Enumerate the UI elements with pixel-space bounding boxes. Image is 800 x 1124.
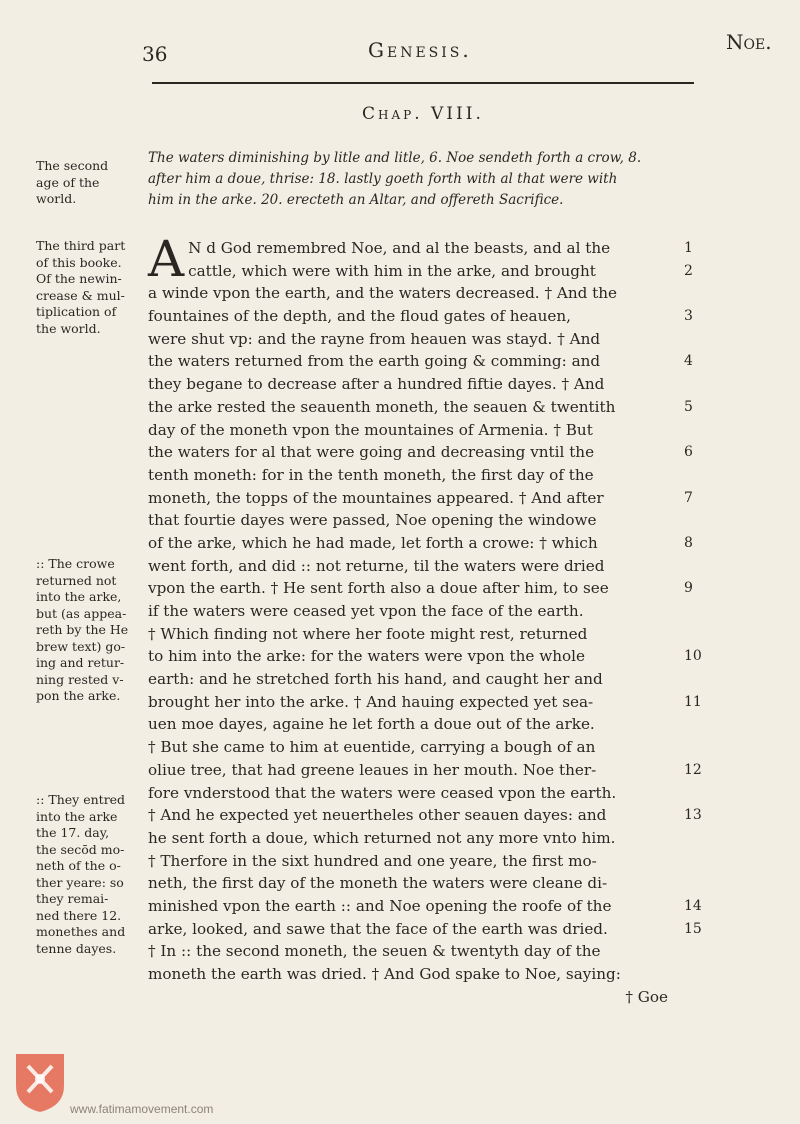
body-line: fore vnderstood that the waters were ceased vpon the earth. [148,783,617,802]
verse-number: 5 [684,398,693,415]
verse-number [684,668,714,691]
margin-line: but (as appea- [36,605,127,621]
margin-line: :: They entred [36,792,126,807]
page-number: 36 [142,42,168,66]
body-line: † Which finding not where her foote might rest, returned [148,624,588,643]
verse-number [684,736,714,759]
verse-number: 12 [684,761,702,778]
body-line: of the arke, which he had made, let forth a crowe: † which [148,533,598,552]
argument-line: The waters diminishing by litle and litle, 6. Noe sendeth forth a crow, 8. [148,150,642,166]
body-line: the waters returned from the earth going & comming: and [148,352,601,371]
margin-line: :: The crowe [36,556,115,571]
verse-number [684,555,714,578]
body-line: if the waters were ceased yet vpon the face of the earth. [148,602,584,620]
running-header-right: Noe. [726,30,772,54]
body-line: oliue tree, that had greene leaues in her mouth. Noe ther- [148,760,597,779]
argument-line: him in the arke. 20. erecteth an Altar, and offereth Sacrifice. [148,192,564,208]
verse-number [684,373,714,396]
verse-number [684,850,714,873]
body-line: arke, looked, and sawe that the face of the earth was dried. [148,919,608,938]
margin-line: ned there 12. [36,907,122,923]
margin-note-entred [36,792,144,957]
verse-number [684,464,714,487]
margin-line: into the arke, [36,589,122,604]
body-line: N d God remembred Noe, and al the beasts, and al the [188,239,611,257]
verse-number: 13 [684,807,702,824]
margin-line: the world. [36,320,101,336]
body-line: vpon the earth. † He sent forth also a doue after him, to see [148,579,609,598]
header-rule [152,82,694,84]
verse-number [684,328,714,351]
margin-line: the secōd mo- [36,841,125,857]
margin-line: ther yeare: so [36,874,124,890]
margin-line: The second [36,158,109,173]
verse-number: 11 [684,693,702,710]
margin-note-crowe [36,556,144,705]
verse-number: 1 [684,240,693,256]
body-line: earth: and he stretched forth his hand, and caught her and [148,670,603,689]
margin-line: they remai- [36,891,109,906]
body-line: the waters for al that were going and decreasing vntil the [148,443,595,462]
verse-number: 10 [684,648,702,665]
body-lines [148,282,678,985]
margin-note-second-age [36,158,144,208]
margin-line: returned not [36,572,117,588]
argument-line: after him a doue, thrise: 18. lastly goeth forth with al that were with [148,171,618,187]
margin-line: reth by the He [36,622,129,637]
verse-number [684,872,714,895]
website-watermark: www.fatimamovement.com [70,1102,214,1116]
body-line: moneth the earth was dried. † And God spake to Noe, saying: [148,965,621,983]
body-line: minished vpon the earth :: and Noe opening the roofe of the [148,896,612,915]
margin-note-third-part [36,238,144,337]
margin-line: brew text) go- [36,638,126,654]
margin-line: tiplication of [36,304,117,319]
body-line: uen moe dayes, againe he let forth a doue out of the arke. [148,715,595,734]
margin-line: pon the arke. [36,688,121,703]
verse-number: 6 [684,444,693,461]
verse-number [684,713,714,736]
verse-number [684,827,714,850]
body-line: neth, the first day of the moneth the waters were cleane di- [148,874,608,893]
body-line: they begane to decrease after a hundred fiftie dayes. † And [148,375,605,394]
margin-line: The third part [36,238,126,253]
verse-number: 3 [684,308,693,325]
body-line: were shut vp: and the rayne from heauen was stayd. † And [148,329,601,348]
verse-number: 14 [684,897,702,914]
body-line: to him into the arke: for the waters were vpon the whole [148,647,585,666]
body-line: he sent forth a doue, which returned not any more vnto him. [148,828,616,847]
shield-logo-icon [14,1052,66,1114]
verse-number: 8 [684,534,693,551]
body-line: moneth, the topps of the mountaines appeared. † And after [148,488,604,507]
verse-number [684,419,714,442]
verse-number: 15 [684,920,702,937]
verse-number: 4 [684,353,693,370]
body-line: went forth, and did :: not returne, til the waters were dried [148,556,605,575]
verse-number [684,600,714,623]
body-line: † But she came to him at euentide, carrying a bough of an [148,738,596,757]
margin-line: crease & mul- [36,287,125,303]
body-line: cattle, which were with him in the arke, and brought [188,261,596,280]
body-line: that fourtie dayes were passed, Noe opening the windowe [148,511,597,530]
body-line: † Therfore in the sixt hundred and one yeare, the first mo- [148,851,597,870]
body-line: fountaines of the depth, and the floud gates of heauen, [148,307,571,326]
chapter-argument [148,148,738,211]
margin-line: ing and retur- [36,655,125,670]
body-line: † In :: the second moneth, the seuen & twentyth day of the [148,942,601,961]
body-line: † And he expected yet neuertheles other seauen dayes: and [148,806,607,825]
margin-line: age of the [36,174,100,190]
margin-line: Of the newin- [36,271,122,286]
body-line: day of the moneth vpon the mountaines of Armenia. † But [148,420,593,439]
body-line: tenth moneth: for in the tenth moneth, the first day of the [148,465,594,484]
margin-line: tenne dayes. [36,940,117,956]
body-line: brought her into the arke. † And hauing expected yet sea- [148,692,594,711]
margin-line: of this booke. [36,254,122,270]
verse-number-column [684,237,714,940]
running-title: Genesis. [368,38,472,62]
body-line: the arke rested the seauenth moneth, the seauen & twentith [148,397,616,416]
margin-line: neth of the o- [36,858,121,873]
drop-cap: A [148,230,185,288]
margin-line: the 17. day, [36,825,110,840]
body-text [148,230,678,1008]
verse-number [684,623,714,646]
verse-number: 9 [684,580,693,597]
verse-number [684,509,714,532]
margin-line: world. [36,191,77,206]
margin-line: monethes and [36,924,126,939]
chapter-heading: Chap. VIII. [362,104,484,124]
margin-line: ning rested v- [36,671,124,687]
catchword: † Goe [625,987,668,1006]
verse-number [684,282,714,305]
body-line: a winde vpon the earth, and the waters decreased. † And the [148,284,618,303]
margin-line: into the arke [36,808,118,824]
verse-number [684,782,714,805]
verse-number: 2 [684,262,693,279]
verse-number: 7 [684,489,693,506]
